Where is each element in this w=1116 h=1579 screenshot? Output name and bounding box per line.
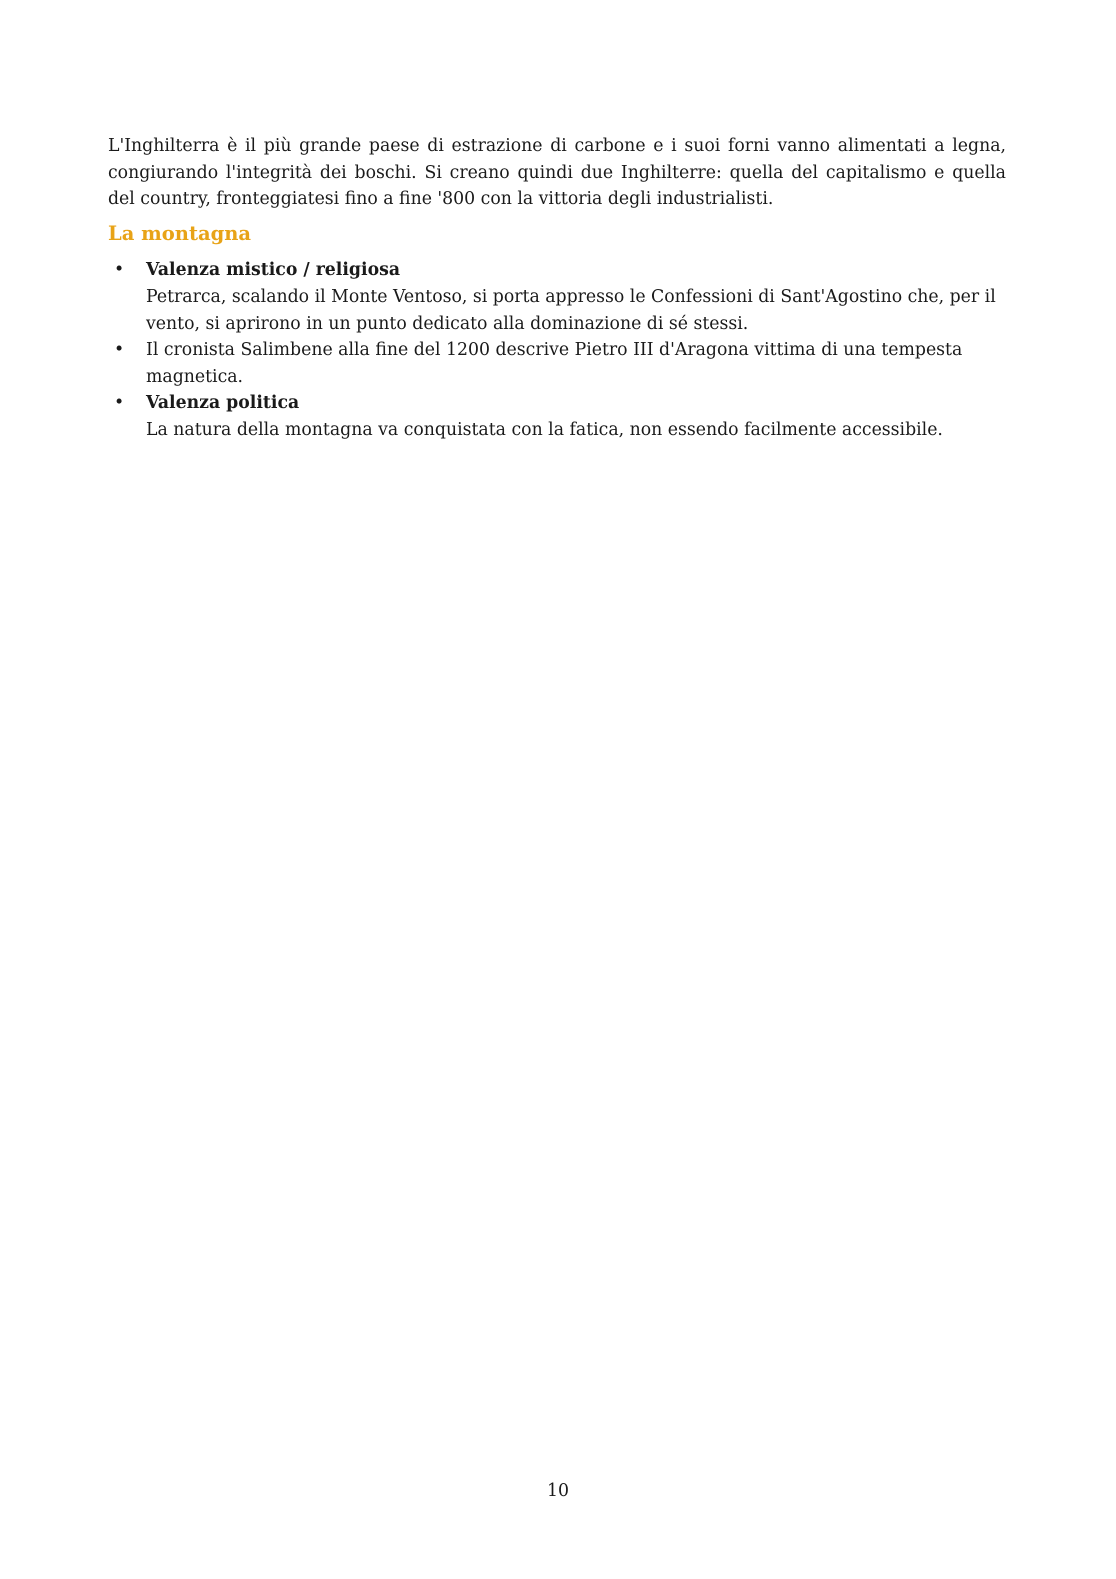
item-text: Petrarca, scalando il Monte Ventoso, si porta appresso le Confessioni di Sant'Agostino che, per il vento, si aprirono in un punto dedicato alla dominazione di sé stessi. [146, 286, 996, 334]
item-heading: Valenza mistico / religiosa [146, 260, 401, 281]
page-number: 10 [547, 1481, 569, 1501]
page-content [108, 133, 1006, 444]
section-heading: La montagna [108, 221, 252, 245]
paragraph: L'Inghilterra è il più grande paese di estrazione di carbone e i suoi forni vanno alimentati a legna, congiurando l'integrità dei boschi. Si creano quindi due Inghilterre: quella del capitalismo e quella del country, fronteggiatesi fino a fine '800 con la vittoria degli industrialisti. [108, 136, 1006, 210]
item-text: La natura della montagna va conquistata con la fatica, non essendo facilmente accessibile. [146, 419, 943, 440]
list-item: • Valenza politica La natura della montagna va conquistata con la fatica, non essendo facilmente accessibile. [114, 393, 943, 440]
list-item: • Valenza mistico / religiosa Petrarca, scalando il Monte Ventoso, si porta appresso le Confessioni di Sant'Agostino che, per il vento, si aprirono in un punto dedicato alla dominazione di sé stessi. [114, 260, 996, 334]
item-heading: Valenza politica [146, 393, 300, 414]
item-text: Il cronista Salimbene alla fine del 1200 descrive Pietro III d'Aragona vittima di una tempesta magnetica. [146, 340, 963, 387]
list-item: • Il cronista Salimbene alla fine del 1200 descrive Pietro III d'Aragona vittima di una tempesta magnetica. [108, 337, 1006, 390]
